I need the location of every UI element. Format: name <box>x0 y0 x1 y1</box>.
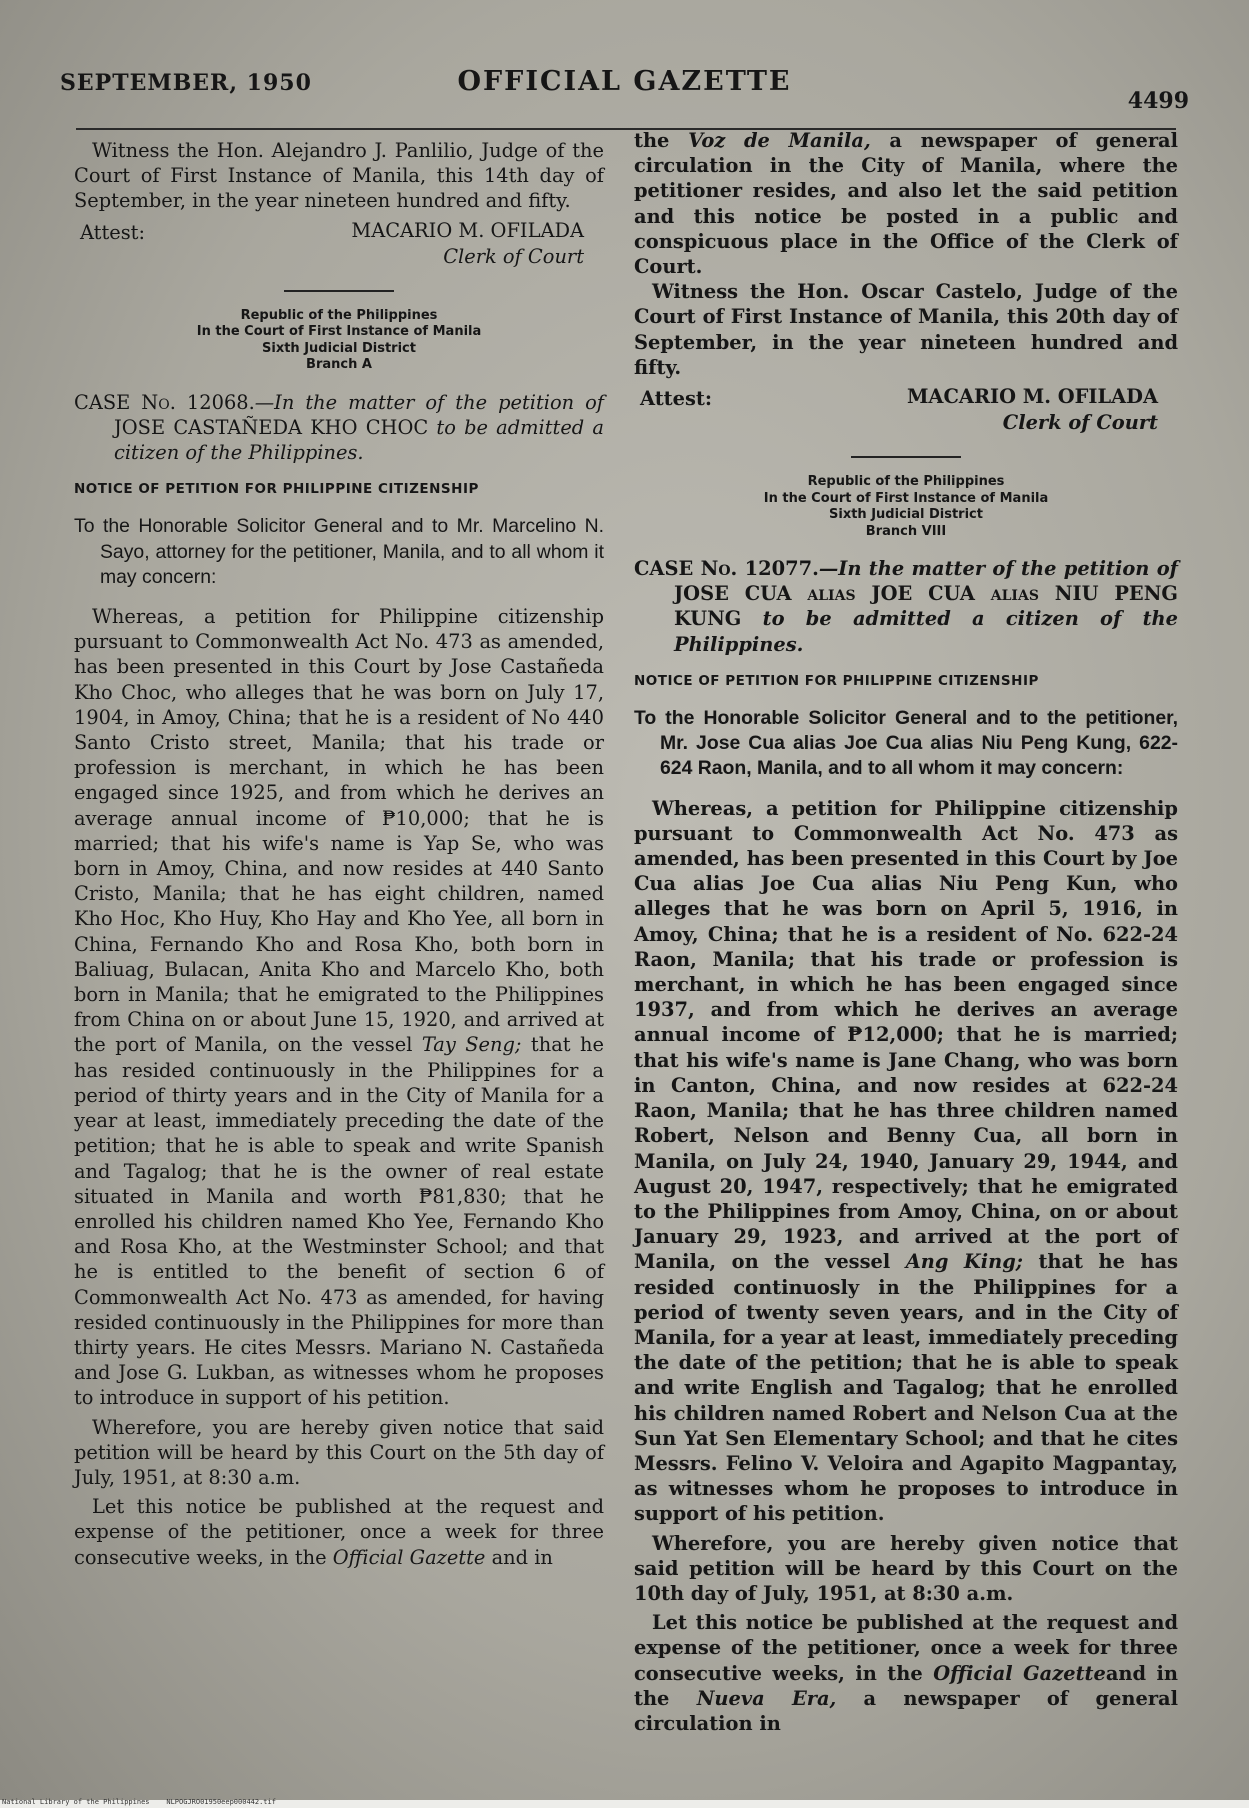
publication-paragraph <box>74 1494 604 1570</box>
court-line: In the Court of First Instance of Manila <box>196 324 482 340</box>
notice-address: To the Honorable Solicitor General and to the petitioner, Mr. Jose Cua alias Joe Cua alias Niu Peng Kung, 622-624 Raon, Manila, and to all whom it may concern: <box>634 707 1178 780</box>
header-date: SEPTEMBER, 1950 <box>60 70 312 96</box>
court-line: Sixth Judicial District <box>829 507 983 523</box>
publication-text: Let this notice be published at the request and expense of the petitioner, once a week for three consecutive weeks, in the <box>634 1611 1178 1685</box>
continuation-text: the <box>634 129 670 152</box>
right-column <box>634 128 1178 1740</box>
court-line: In the Court of First Instance of Manila <box>763 490 1049 506</box>
case-caption <box>74 390 604 466</box>
case-number: CASE No. 12077. <box>634 557 819 581</box>
court-heading <box>634 474 1178 540</box>
publication-text: Let this notice be published at the request and expense of the petitioner, once a week for three consecutive weeks, in the <box>74 1495 604 1569</box>
case-matter-end: to be admitted a citizen of the Philippines. <box>114 415 604 465</box>
case-matter: —In the matter of the petition of <box>818 557 1178 581</box>
publication-text-end: a newspaper of general circulation in <box>634 1686 1178 1735</box>
witness-paragraph: Witness the Hon. Oscar Castelo, Judge of the Court of First Instance of Manila, this 20th day of September, in the year nineteen hundred and fifty. <box>634 280 1178 379</box>
continuation-paragraph <box>634 128 1178 279</box>
court-line: Republic of the Philippines <box>807 474 1005 490</box>
court-line: Republic of the Philippines <box>240 307 438 323</box>
court-line: Sixth Judicial District <box>262 340 416 356</box>
witness-paragraph: Witness the Hon. Alejandro J. Panlilio, Judge of the Court of First Instance of Manila, this 14th day of September, in the year nineteen hundred and fifty. <box>74 139 604 213</box>
notice-title: NOTICE OF PETITION FOR PHILIPPINE CITIZENSHIP <box>634 672 1039 689</box>
section-divider <box>851 456 961 458</box>
scan-footer <box>0 1800 1249 1808</box>
scan-footer-text <box>2 1798 276 1806</box>
running-head <box>60 66 1189 114</box>
publication-text-mid: and in the <box>634 1661 1178 1710</box>
case-matter: —In the matter of the petition of <box>254 390 604 414</box>
continuation-text-rest: a newspaper of general circulation in the City of Manila, where the petitioner resides, and also let the said petition and this notice be posted in a public and conspicuous place in the Office of the Clerk of Court. <box>634 129 1178 279</box>
publication-text-end: and in <box>491 1545 553 1569</box>
court-line: Branch A <box>306 357 372 373</box>
section-divider <box>284 290 394 292</box>
petition-text: Whereas, a petition for Philippine citizenship pursuant to Commonwealth Act No. 473 as amended, has been presented in this Court by Joe Cua alias Joe Cua alias Niu Peng Kun, who alleges that he was born on April 5, 1916, in Amoy, China; that he is a resident of No. 622-24 Raon, Manila; that his trade or profession is merchant, in which he has been engaged since 1937, and from which he derives an average annual income of ₱12,000; that he is married; that his wife's name is Jane Chang, who was born in Canton, China, and now resides at 622-24 Raon, Manila; that he has three children named Robert, Nelson and Benny Cua, all born in Manila, on July 24, 1940, January 29, 1944, and August 20, 1947, respectively; that he emigrated to the Philippines from Amoy, China, on or about January 29, 1923, and arrived at the port of Manila, on the vessel <box>634 796 1178 1274</box>
attestation-block <box>74 214 604 272</box>
publication-paragraph <box>634 1610 1178 1736</box>
petition-text-continued: that he has resided continuously in the Philippines for a period of thirty years and in the City of Manila for a year at least, immediately preceding the date of the petition; that he is able to speak and write Spanish and Tagalog; that he is the owner of real estate situated in Manila and worth ₱81,830; that he enrolled his children named Kho Yee, Fernando Kho and Rosa Kho, at the Westminster School; and that he is entitled to the benefit of section 6 of Commonwealth Act No. 473 as amended, for having resided continuously in the Philippines for more than thirty years. He cites Messrs. Mariano N. Castañeda and Jose G. Lukban, as witnesses whom he proposes to introduce in support of his petition. <box>74 1033 604 1410</box>
hearing-paragraph: Wherefore, you are hereby given notice that said petition will be heard by this Court on the 5th day of July, 1951, at 8:30 a.m. <box>74 1415 604 1489</box>
page-number: 4499 <box>1127 88 1189 114</box>
attest-label: Attest: <box>80 220 145 244</box>
petitioner-name: JOSE CASTAÑEDA KHO CHOC <box>114 415 429 439</box>
court-heading <box>74 308 604 374</box>
header-publication-title: OFFICIAL GAZETTE <box>457 66 792 97</box>
petition-body <box>74 604 604 1411</box>
petitioner-name: JOSE CUA alias JOE CUA alias NIU PENG KUNG <box>674 582 1178 631</box>
petition-body <box>634 796 1178 1527</box>
notice-title: NOTICE OF PETITION FOR PHILIPPINE CITIZENSHIP <box>74 481 479 498</box>
left-column <box>74 138 604 1574</box>
case-matter-end: to be admitted a citizen of the Philippines. <box>674 607 1178 656</box>
newspaper-name: Voz de Manila, <box>688 129 871 152</box>
case-number: CASE No. 12068. <box>74 390 255 414</box>
clerk-name: MACARIO M. OFILADA <box>906 385 1158 409</box>
petition-text-continued: that he has resided continuosly in the Philippines for a period of twenty seven years, and in the City of Manila, for a year at least, immediately preceding the date of the petition; that he is able to speak and write English and Tagalog; that he enrolled his children named Robert and Nelson Cua at the Sun Yat Sen Elementary School; and that he cites Messrs. Felino V. Veloira and Agapito Magpantay, as witnesses whom he proposes to introduce in support of his petition. <box>634 1250 1178 1526</box>
notice-address: To the Honorable Solicitor General and to Mr. Marcelino N. Sayo, attorney for the petitioner, Manila, and to all whom it may concern: <box>74 515 604 588</box>
attestation-block <box>634 380 1178 438</box>
attest-label: Attest: <box>640 387 712 411</box>
clerk-title: Clerk of Court <box>1002 411 1158 435</box>
vessel-name: Ang King; <box>905 1250 1023 1274</box>
hearing-paragraph: Wherefore, you are hereby given notice that said petition will be heard by this Court on the 10th day of July, 1951, at 8:30 a.m. <box>634 1531 1178 1605</box>
petition-text: Whereas, a petition for Philippine citizenship pursuant to Commonwealth Act No. 473 as amended, has been presented in this Court by Jose Castañeda Kho Choc, who alleges that he was born on July 17, 1904, in Amoy, China; that he is a resident of No 440 Santo Cristo street, Manila; that his trade or profession is merchant, in which he has been engaged since 1925, and from which he derives an average annual income of ₱10,000; that he is married; that his wife's name is Yap Se, who was born in Amoy, China, and now resides at 440 Santo Cristo, Manila; that he has eight children, named Kho Hoc, Kho Huy, Kho Hay and Kho Yee, all born in China, Fernando Kho and Rosa Kho, both born in Baliuag, Bulacan, Anita Kho and Marcelo Kho, both born in Manila; that he emigrated to the Philippines from China on or about June 15, 1920, and arrived at the port of Manila, on the vessel <box>74 605 604 1057</box>
library-name: National Library of the Philippines <box>2 1798 150 1806</box>
gazette-name: Official Gazette <box>933 1661 1106 1685</box>
case-caption <box>634 556 1178 657</box>
court-line: Branch VIII <box>865 523 947 539</box>
clerk-name: MACARIO M. OFILADA <box>351 218 584 242</box>
newspaper-name: Nueva Era, <box>696 1686 837 1710</box>
scan-filename: NLPOGJRO01950eep000442.tif <box>166 1798 276 1806</box>
gazette-name: Official Gazette <box>332 1545 486 1569</box>
clerk-title: Clerk of Court <box>443 244 584 268</box>
vessel-name: Tay Seng; <box>421 1033 522 1057</box>
